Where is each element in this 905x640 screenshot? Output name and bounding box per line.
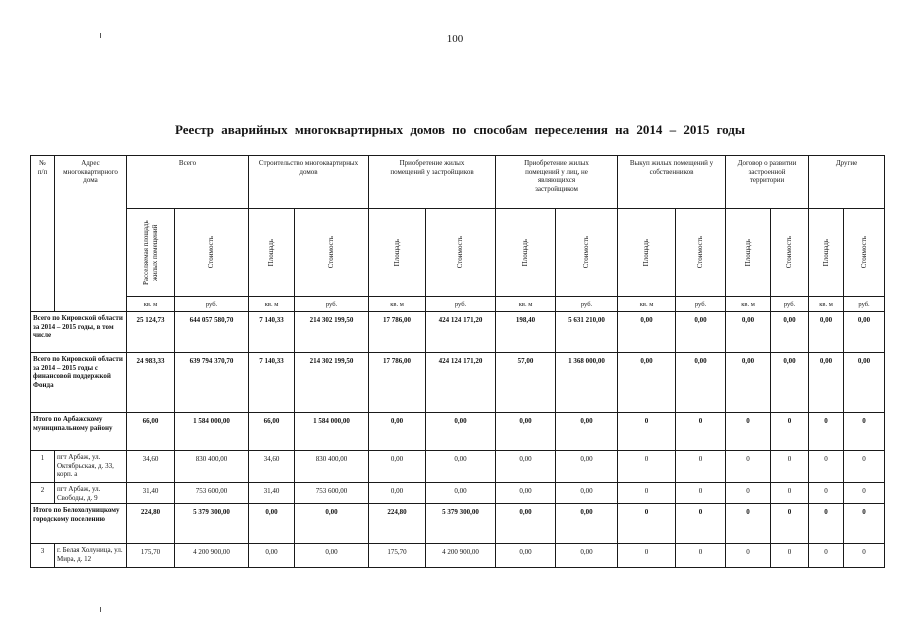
value-cell: 0,00 — [771, 353, 809, 413]
value-cell: 0 — [844, 483, 885, 504]
unit-cell: кв. м — [249, 297, 295, 312]
value-cell: 424 124 171,20 — [426, 353, 496, 413]
value-cell: 0,00 — [295, 544, 369, 568]
value-cell: 0,00 — [295, 504, 369, 544]
subheader-label: Площадь — [521, 238, 530, 267]
value-cell: 0 — [844, 413, 885, 451]
value-cell: 0,00 — [809, 353, 844, 413]
row-number: 2 — [31, 483, 55, 504]
units-row — [31, 297, 885, 312]
value-cell: 0 — [618, 544, 676, 568]
header-label: Строительство многоквартирных домов — [258, 159, 359, 176]
unit-cell: кв. м — [726, 297, 771, 312]
value-cell: 0 — [726, 451, 771, 483]
value-cell: 57,00 — [496, 353, 556, 413]
value-cell: 0 — [809, 413, 844, 451]
header-group-development-agreement — [726, 156, 809, 209]
header-label: Адрес многоквартирного дома — [63, 159, 118, 184]
subheader-label: Площадь — [821, 238, 830, 267]
value-cell: 34,60 — [249, 451, 295, 483]
value-cell: 0,00 — [844, 312, 885, 353]
value-cell: 0 — [809, 451, 844, 483]
subheader-area — [249, 209, 295, 297]
header-label: № п/п — [37, 159, 48, 176]
value-cell: 0,00 — [676, 312, 726, 353]
value-cell: 0,00 — [496, 504, 556, 544]
value-cell: 0,00 — [249, 504, 295, 544]
value-cell: 0,00 — [556, 504, 618, 544]
unit-cell: руб. — [771, 297, 809, 312]
subheader-area — [369, 209, 426, 297]
value-cell: 66,00 — [127, 413, 175, 451]
value-cell: 830 400,00 — [175, 451, 249, 483]
header-label: Договор о развитии застроенной территории — [737, 159, 797, 184]
value-cell: 0 — [809, 504, 844, 544]
value-cell: 0 — [726, 483, 771, 504]
unit-cell: кв. м — [809, 297, 844, 312]
value-cell: 5 631 210,00 — [556, 312, 618, 353]
value-cell: 0 — [618, 413, 676, 451]
value-cell: 753 600,00 — [295, 483, 369, 504]
value-cell: 0,00 — [844, 353, 885, 413]
row-number: 1 — [31, 451, 55, 483]
header-group-other — [809, 156, 885, 209]
value-cell: 214 302 199,50 — [295, 312, 369, 353]
value-cell: 0,00 — [809, 312, 844, 353]
value-cell: 0 — [676, 451, 726, 483]
value-cell: 0,00 — [726, 312, 771, 353]
document-title: Реестр аварийных многоквартирных домов по способам переселения на 2014 – 2015 годы — [174, 122, 746, 137]
table-row — [31, 544, 885, 568]
value-cell: 25 124,73 — [127, 312, 175, 353]
subheader-cost — [771, 209, 809, 297]
subheader-area — [127, 209, 175, 297]
value-cell: 224,80 — [369, 504, 426, 544]
header-address — [55, 156, 127, 312]
value-cell: 0 — [809, 544, 844, 568]
value-cell: 0,00 — [771, 312, 809, 353]
table-row — [31, 312, 885, 353]
header-group-purchase-non-developers — [496, 156, 618, 209]
subheader-label: Площадь — [392, 238, 401, 267]
subheader-cost — [175, 209, 249, 297]
value-cell: 0 — [809, 483, 844, 504]
value-cell: 0,00 — [556, 451, 618, 483]
value-cell: 0 — [726, 413, 771, 451]
value-cell: 0 — [676, 413, 726, 451]
value-cell: 0,00 — [496, 451, 556, 483]
header-label: Приобретение жилых помещений у лиц, не являющихся застройщиком — [524, 159, 589, 193]
unit-cell: руб. — [295, 297, 369, 312]
unit-cell: кв. м — [496, 297, 556, 312]
value-cell: 31,40 — [127, 483, 175, 504]
value-cell: 0 — [618, 504, 676, 544]
value-cell: 0,00 — [556, 483, 618, 504]
value-cell: 5 379 300,00 — [175, 504, 249, 544]
resettlement-registry-table — [30, 155, 885, 568]
header-group-construction — [249, 156, 369, 209]
value-cell: 0,00 — [426, 483, 496, 504]
value-cell: 0 — [618, 483, 676, 504]
value-cell: 0,00 — [496, 544, 556, 568]
header-group-purchase-developers — [369, 156, 496, 209]
value-cell: 0 — [771, 413, 809, 451]
value-cell: 5 379 300,00 — [426, 504, 496, 544]
value-cell: 0,00 — [556, 413, 618, 451]
value-cell: 0 — [618, 451, 676, 483]
subheader-label: Стоимость — [696, 236, 705, 269]
table-row — [31, 483, 885, 504]
value-cell: 198,40 — [496, 312, 556, 353]
scan-mark — [100, 607, 101, 612]
header-group-buyout — [618, 156, 726, 209]
subheader-area — [496, 209, 556, 297]
subheader-label: Стоимость — [456, 236, 465, 269]
address-cell: пгт Арбаж, ул. Свободы, д. 9 — [55, 483, 127, 504]
subheader-label: Площадь — [267, 238, 276, 267]
value-cell: 0,00 — [618, 312, 676, 353]
subheader-label: Стоимость — [859, 236, 868, 269]
subheader-cost — [676, 209, 726, 297]
address-cell: пгт Арбаж, ул. Октябрьская, д. 33, корп. а — [55, 451, 127, 483]
address-cell: г. Белая Холуница, ул. Мира, д. 12 — [55, 544, 127, 568]
header-label: Другие — [835, 159, 858, 167]
row-label: Итого по Арбажскому муниципальному району — [31, 413, 127, 451]
value-cell: 0 — [726, 504, 771, 544]
subheader-cost — [295, 209, 369, 297]
row-label: Итого по Белохолуницкому городскому поселению — [31, 504, 127, 544]
value-cell: 17 786,00 — [369, 353, 426, 413]
unit-cell: руб. — [844, 297, 885, 312]
row-label: Всего по Кировской области за 2014 – 2015 годы, в том числе — [31, 312, 127, 353]
header-label: Всего — [178, 159, 197, 167]
header-label: Приобретение жилых помещений у застройщиков — [390, 159, 474, 176]
unit-cell: кв. м — [369, 297, 426, 312]
value-cell: 0 — [844, 451, 885, 483]
unit-cell: кв. м — [127, 297, 175, 312]
value-cell: 0,00 — [496, 413, 556, 451]
value-cell: 753 600,00 — [175, 483, 249, 504]
value-cell: 0 — [844, 544, 885, 568]
value-cell: 0,00 — [618, 353, 676, 413]
value-cell: 0 — [676, 544, 726, 568]
subheader-row — [31, 209, 885, 297]
value-cell: 4 200 900,00 — [175, 544, 249, 568]
row-label: Всего по Кировской области за 2014 – 2015 годы с финансовой поддержкой Фонда — [31, 353, 127, 413]
value-cell: 66,00 — [249, 413, 295, 451]
scan-mark — [100, 33, 101, 38]
value-cell: 0 — [771, 451, 809, 483]
value-cell: 0,00 — [369, 413, 426, 451]
value-cell: 0,00 — [426, 413, 496, 451]
header-group-total — [127, 156, 249, 209]
value-cell: 0 — [844, 504, 885, 544]
value-cell: 0,00 — [369, 451, 426, 483]
value-cell: 639 794 370,70 — [175, 353, 249, 413]
value-cell: 4 200 900,00 — [426, 544, 496, 568]
subheader-label: Стоимость — [582, 236, 591, 269]
value-cell: 0 — [676, 483, 726, 504]
table-row — [31, 451, 885, 483]
unit-cell: руб. — [426, 297, 496, 312]
value-cell: 17 786,00 — [369, 312, 426, 353]
value-cell: 1 368 000,00 — [556, 353, 618, 413]
value-cell: 0,00 — [249, 544, 295, 568]
subheader-cost — [844, 209, 885, 297]
subheader-area — [809, 209, 844, 297]
value-cell: 175,70 — [127, 544, 175, 568]
subheader-label: Площадь — [743, 238, 752, 267]
value-cell: 175,70 — [369, 544, 426, 568]
subheader-cost — [556, 209, 618, 297]
value-cell: 830 400,00 — [295, 451, 369, 483]
value-cell: 224,80 — [127, 504, 175, 544]
value-cell: 0,00 — [369, 483, 426, 504]
subheader-label: Стоимость — [207, 236, 215, 269]
page-number: 100 — [446, 33, 464, 45]
value-cell: 0 — [771, 544, 809, 568]
header-label: Выкуп жилых помещений у собственников — [629, 159, 714, 176]
subheader-label: Площадь — [642, 238, 651, 267]
subheader-label: Расселяемая площадь жилых помещений — [141, 220, 159, 285]
value-cell: 7 140,33 — [249, 353, 295, 413]
value-cell: 214 302 199,50 — [295, 353, 369, 413]
value-cell: 424 124 171,20 — [426, 312, 496, 353]
value-cell: 7 140,33 — [249, 312, 295, 353]
header-row — [31, 156, 885, 209]
value-cell: 0 — [771, 483, 809, 504]
subheader-label: Стоимость — [785, 236, 794, 269]
unit-cell: кв. м — [618, 297, 676, 312]
value-cell: 1 584 000,00 — [295, 413, 369, 451]
unit-cell: руб. — [175, 297, 249, 312]
unit-cell: руб. — [676, 297, 726, 312]
unit-cell: руб. — [556, 297, 618, 312]
subheader-label: Стоимость — [327, 236, 336, 269]
subheader-cost — [426, 209, 496, 297]
header-number — [31, 156, 55, 312]
value-cell: 0 — [726, 544, 771, 568]
value-cell: 0,00 — [556, 544, 618, 568]
subheader-area — [726, 209, 771, 297]
value-cell: 0,00 — [426, 451, 496, 483]
row-number: 3 — [31, 544, 55, 568]
table-row — [31, 504, 885, 544]
table-row — [31, 353, 885, 413]
subheader-area — [618, 209, 676, 297]
value-cell: 24 983,33 — [127, 353, 175, 413]
value-cell: 0,00 — [676, 353, 726, 413]
table-row — [31, 413, 885, 451]
value-cell: 0 — [676, 504, 726, 544]
value-cell: 1 584 000,00 — [175, 413, 249, 451]
value-cell: 0 — [771, 504, 809, 544]
value-cell: 644 057 580,70 — [175, 312, 249, 353]
value-cell: 31,40 — [249, 483, 295, 504]
value-cell: 0,00 — [496, 483, 556, 504]
value-cell: 34,60 — [127, 451, 175, 483]
value-cell: 0,00 — [726, 353, 771, 413]
